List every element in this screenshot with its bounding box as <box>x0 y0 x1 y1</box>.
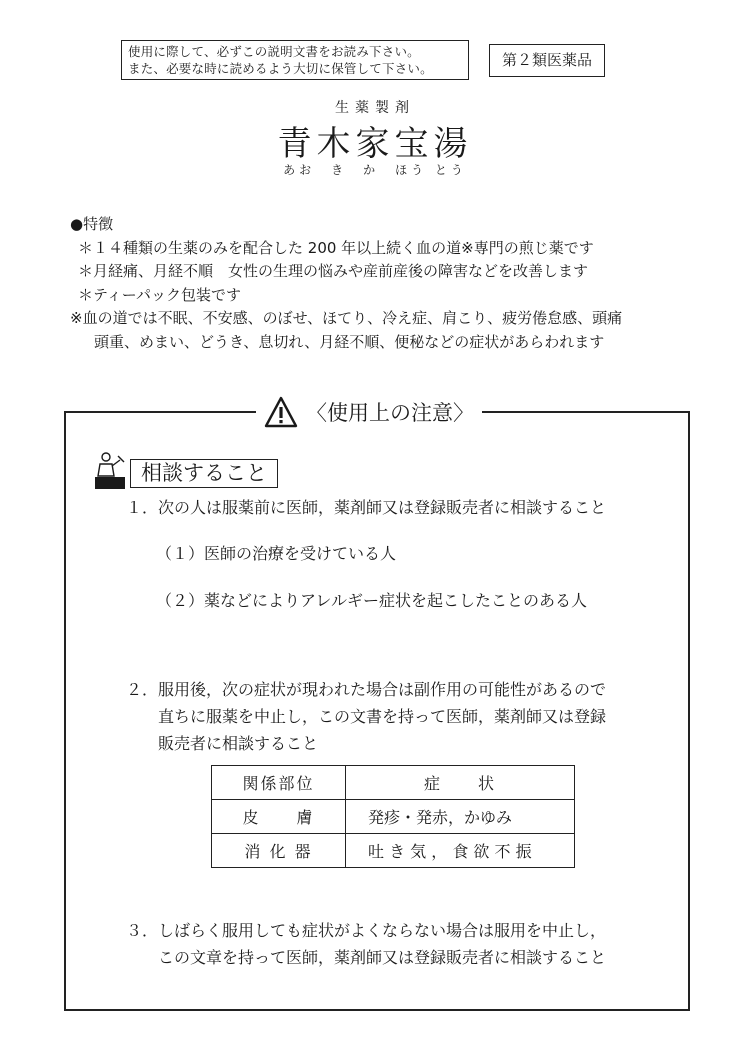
table-header-cell: 症 状 <box>346 766 575 800</box>
feature-item: ＊１４種類の生薬のみを配合した 200 年以上続く血の道※専門の煎じ薬です <box>78 238 594 257</box>
consult-person-icon <box>94 452 126 490</box>
item2-line3: 販売者に相談すること <box>158 734 319 753</box>
table-row <box>212 834 575 868</box>
table-cell-symptom: 吐 き 気 ， 食 欲 不 振 <box>346 834 575 868</box>
usage-notice-line1: 使用に際して、必ずこの説明文書をお読み下さい。 <box>128 44 420 59</box>
symptom-table <box>211 765 575 868</box>
consult-heading: 相談すること <box>130 459 278 488</box>
item2-line1: ２．服用後，次の症状が現われた場合は副作用の可能性があるので <box>126 680 607 699</box>
item3-line1: ３．しばらく服用しても症状がよくならない場合は服用を中止し， <box>126 921 607 940</box>
usage-notice-line2: また、必要な時に読めるよう大切に保管して下さい。 <box>128 61 433 76</box>
item1-sub2-text: （２）薬などによりアレルギー症状を起こしたことのある人 <box>156 591 587 610</box>
features-note-line2: 頭重、めまい、どうき、息切れ、月経不順、便秘などの症状があらわれます <box>94 332 605 351</box>
item3-line2: この文章を持って医師，薬剤師又は登録販売者に相談すること <box>158 948 607 967</box>
features-heading: ●特徴 <box>70 215 114 233</box>
table-cell-part: 皮 膚 <box>212 800 346 834</box>
features-note-line1: ※血の道では不眠、不安感、のぼせ、ほてり、冷え症、肩こり、疲労倦怠感、頭痛 <box>70 309 623 327</box>
item1-text: １．次の人は服薬前に医師，薬剤師又は登録販売者に相談すること <box>126 498 607 517</box>
table-header-row <box>212 766 575 800</box>
table-cell-part: 消 化 器 <box>212 834 346 868</box>
item2-line2: 直ちに服薬を中止し，この文書を持って医師，薬剤師又は登録 <box>158 707 607 726</box>
caution-title-text: 〈使用上の注意〉 <box>306 401 474 425</box>
product-name: 青木家宝湯 <box>277 124 473 164</box>
caution-title <box>256 392 482 432</box>
usage-notice-box <box>121 40 469 80</box>
product-reading: あお き か ほう とう <box>283 163 467 177</box>
drug-class-badge: 第２類医薬品 <box>489 44 605 77</box>
table-header-cell: 関係部位 <box>212 766 346 800</box>
item1-sub1-text: （１）医師の治療を受けている人 <box>156 544 397 563</box>
feature-item: ＊ティーパック包装です <box>78 285 242 304</box>
warning-triangle-icon <box>264 396 298 428</box>
product-category: 生薬製剤 <box>335 100 415 116</box>
table-row <box>212 800 575 834</box>
table-cell-symptom: 発疹・発赤，かゆみ <box>346 800 575 834</box>
features-section <box>70 213 622 354</box>
feature-item: ＊月経痛、月経不順 女性の生理の悩みや産前産後の障害などを改善します <box>78 262 589 280</box>
